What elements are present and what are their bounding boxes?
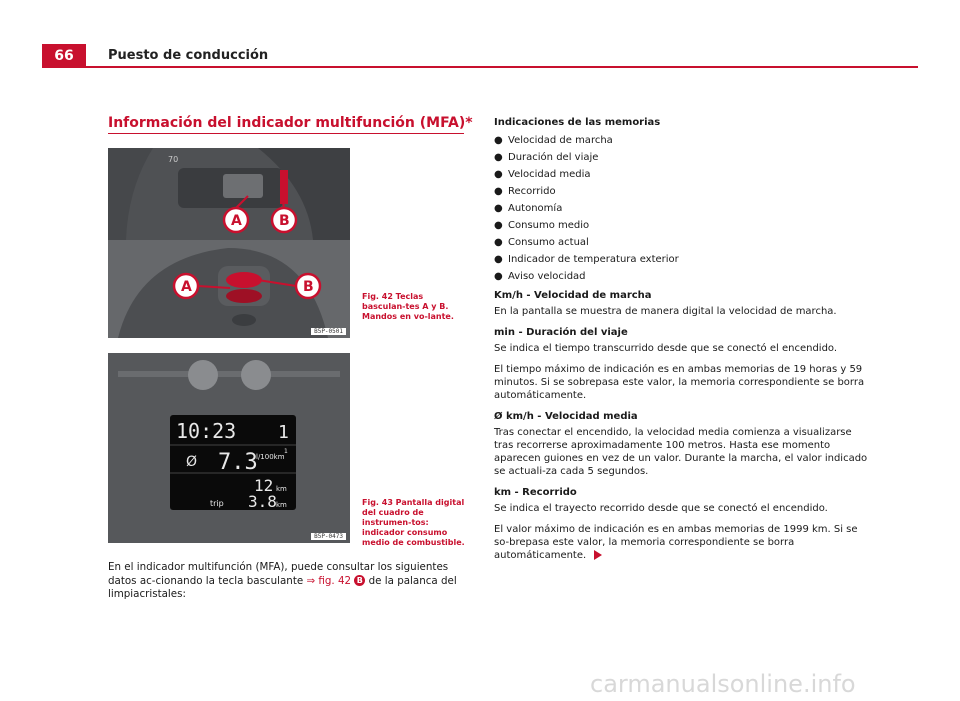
list-item: ● Consumo medio xyxy=(494,220,590,231)
figure-43-code: B5P-0473 xyxy=(311,533,346,540)
svg-text:3.8: 3.8 xyxy=(248,492,277,511)
list-item: ● Indicador de temperatura exterior xyxy=(494,254,679,265)
km-text-1: Se indica el trayecto recorrido desde que se conectó el encendido. xyxy=(494,503,828,514)
running-title: Puesto de conducción xyxy=(108,48,269,63)
svg-text:70: 70 xyxy=(168,155,179,164)
list-item: ● Duración del viaje xyxy=(494,152,599,163)
list-item: ● Velocidad media xyxy=(494,169,591,180)
svg-text:km: km xyxy=(276,501,287,509)
continue-arrow-icon xyxy=(594,550,602,560)
instrument-display-illustration xyxy=(108,353,350,543)
figure-42-steering-controls xyxy=(108,148,350,338)
section-rule xyxy=(108,133,464,134)
figure-43-instrument-display xyxy=(108,353,350,543)
svg-text:A: A xyxy=(181,279,192,295)
min-text-1: Se indica el tiempo transcurrido desde que se conectó el encendido. xyxy=(494,343,838,354)
svg-text:7.3: 7.3 xyxy=(218,450,258,475)
svg-text:B: B xyxy=(303,279,314,295)
intro-paragraph xyxy=(108,561,464,602)
figure-42-caption: Fig. 42 Teclas basculan-tes A y B. Mandos en vo-lante. xyxy=(362,292,454,321)
kmh-text: En la pantalla se muestra de manera digital la velocidad de marcha. xyxy=(494,306,837,317)
avg-heading: Ø km/h - Velocidad media xyxy=(494,411,638,422)
list-item: ● Consumo actual xyxy=(494,237,589,248)
svg-text:12: 12 xyxy=(254,476,274,495)
figure-42-link[interactable]: ⇒ fig. 42 xyxy=(306,574,352,587)
memories-heading: Indicaciones de las memorias xyxy=(494,117,661,128)
km-heading: km - Recorrido xyxy=(494,487,577,498)
b-badge: B xyxy=(354,575,365,586)
intro-text-end: de la palanca del limpiacristales: xyxy=(108,574,457,600)
svg-text:10:23: 10:23 xyxy=(176,419,237,443)
km-text-2-wrap xyxy=(494,523,874,562)
list-item: ● Autonomía xyxy=(494,203,563,214)
svg-text:A: A xyxy=(231,213,242,229)
svg-text:km: km xyxy=(276,485,287,493)
right-column xyxy=(494,116,874,562)
svg-text:1: 1 xyxy=(284,448,288,455)
figure-42-code: B5P-0501 xyxy=(311,328,346,335)
header-rule xyxy=(86,66,918,68)
svg-text:l/100km: l/100km xyxy=(256,453,285,461)
min-heading: min - Duración del viaje xyxy=(494,327,628,338)
steering-controls-illustration xyxy=(108,148,350,338)
list-item: ● Recorrido xyxy=(494,186,556,197)
figure-43-caption: Fig. 43 Pantalla digital del cuadro de instrumen-tos: indicador consumo medio de combustible. xyxy=(362,498,465,547)
svg-text:trip: trip xyxy=(210,499,224,508)
list-item: ● Velocidad de marcha xyxy=(494,135,613,146)
avg-text: Tras conectar el encendido, la velocidad media comienza a visualizarse tras recorrerse aproximadamente 100 metros. Hasta ese momento aparecen guiones en vez de un valor. Durante la marcha, el valor indicado se actuali-za cada 5 segundos. xyxy=(494,427,868,477)
section-title: Información del indicador multifunción (MFA)* xyxy=(108,115,473,131)
kmh-heading: Km/h - Velocidad de marcha xyxy=(494,290,652,301)
page-number: 66 xyxy=(42,44,86,68)
km-text-2: El valor máximo de indicación es en ambas memorias de 1999 km. Si se so-brepasa este valor, la memoria correspondiente se borra automáticamente. xyxy=(494,524,858,561)
watermark: carmanualsonline.info xyxy=(590,670,856,698)
svg-text:Ø: Ø xyxy=(186,454,198,470)
intro-text-start: En el indicador multifunción (MFA), puede consultar los siguientes datos ac-cionando la tecla basculante xyxy=(108,561,449,587)
memories-list xyxy=(494,132,874,285)
min-text-2: El tiempo máximo de indicación es en ambas memorias de 19 horas y 59 minutos. Si se sobrepasa este valor, la memoria correspondiente se borra automáticamente. xyxy=(494,364,865,401)
list-item: ● Aviso velocidad xyxy=(494,271,586,282)
svg-text:B: B xyxy=(279,213,290,229)
svg-text:1: 1 xyxy=(278,422,289,443)
